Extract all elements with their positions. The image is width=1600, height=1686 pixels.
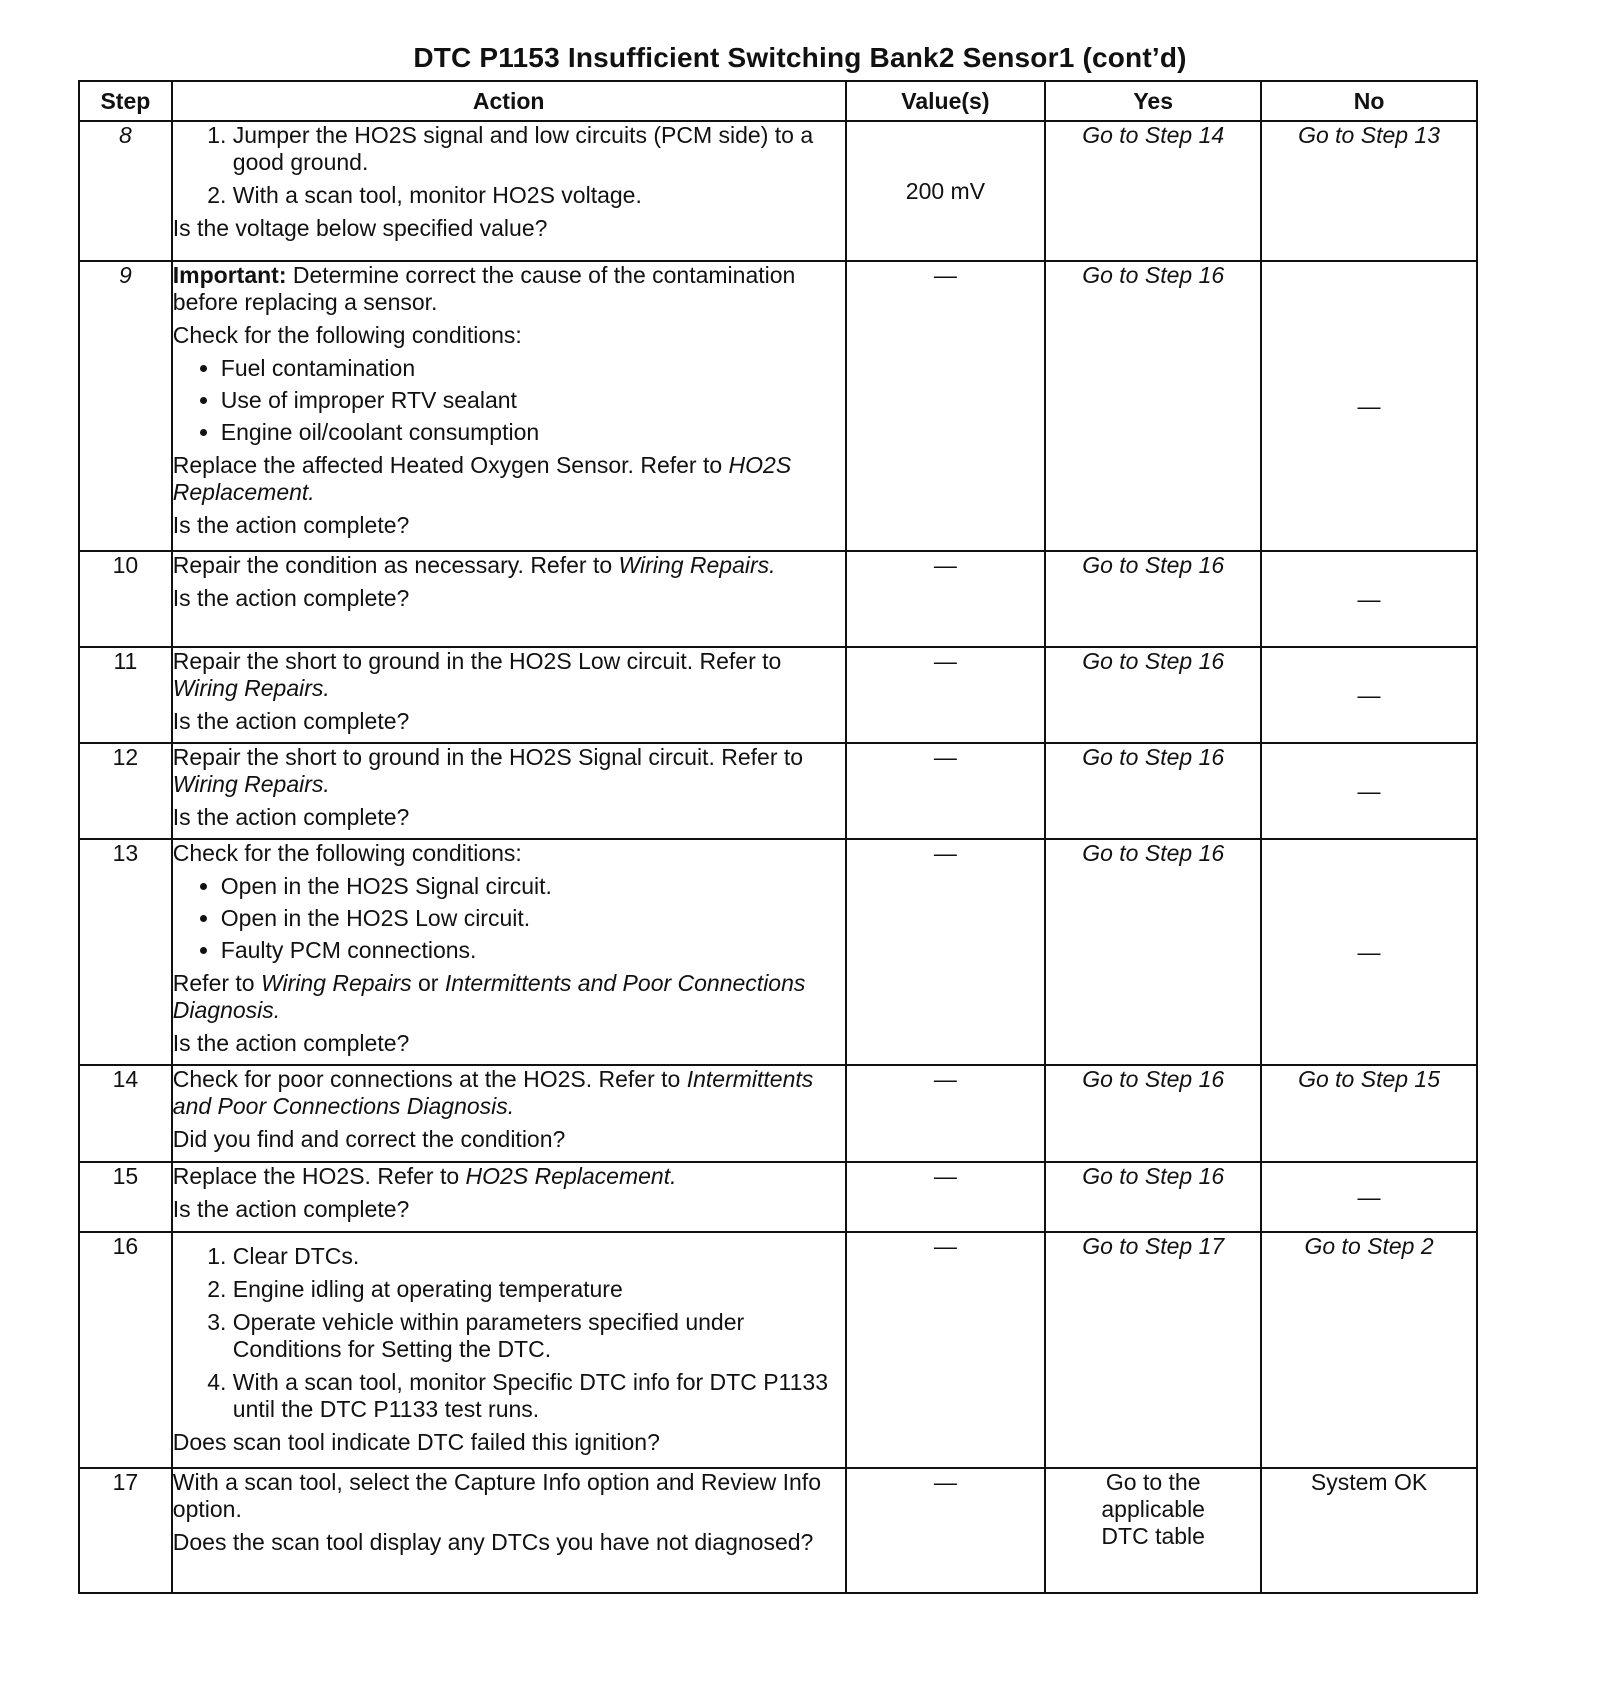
important-note [173, 262, 845, 316]
action-cell [172, 839, 846, 1065]
header-yes: Yes [1045, 81, 1261, 121]
action-question: Is the action complete? [172, 585, 410, 611]
action-text [173, 744, 845, 798]
refer-link: HO2S Replacement. [172, 452, 792, 505]
action-cell [172, 551, 846, 647]
header-values: Value(s) [846, 81, 1046, 121]
refer-link: Wiring Repairs [261, 970, 412, 996]
no-cell: — [1261, 551, 1477, 647]
step-number: 12 [79, 743, 172, 839]
list-item: • Use of improper RTV sealant [221, 387, 845, 414]
yes-cell: Go to Step 16 [1045, 647, 1261, 743]
step-number: 8 [79, 121, 172, 261]
list-item: 1. Clear DTCs. [233, 1243, 845, 1270]
action-body: Check for poor connections at the HO2S. Refer to [172, 1066, 687, 1092]
action-question: Is the voltage below specified value? [172, 215, 548, 241]
yes-cell: Go to Step 16 [1045, 551, 1261, 647]
refer-or: or [411, 970, 445, 996]
action-cell [172, 121, 846, 261]
yes-cell: Go to Step 16 [1045, 1162, 1261, 1232]
no-cell: System OK [1261, 1468, 1477, 1593]
step-number: 11 [79, 647, 172, 743]
step-number: 17 [79, 1468, 172, 1593]
value-cell: — [846, 1468, 1046, 1593]
action-text [173, 552, 845, 579]
no-cell: Go to Step 15 [1261, 1065, 1477, 1162]
action-cell [172, 647, 846, 743]
value-cell: — [846, 839, 1046, 1065]
value-cell: — [846, 261, 1046, 551]
step-number: 14 [79, 1065, 172, 1162]
table-row [79, 261, 1477, 551]
yes-cell: Go to Step 16 [1045, 743, 1261, 839]
no-cell: — [1261, 261, 1477, 551]
refer-link: Intermittents and Poor Connections Diagnosis. [172, 970, 806, 1023]
action-body: Replace the HO2S. Refer to [172, 1163, 466, 1189]
action-text [173, 1066, 845, 1120]
list-item: • Faulty PCM connections. [221, 937, 845, 964]
action-question: Is the action complete? [172, 1030, 410, 1056]
header-action: Action [172, 81, 846, 121]
action-question: Is the action complete? [172, 804, 410, 830]
action-text: With a scan tool, select the Capture Info option and Review Info option. [172, 1469, 821, 1522]
list-item: 4. With a scan tool, monitor Specific DTC info for DTC P1133 until the DTC P1133 test runs. [233, 1369, 845, 1423]
no-cell: — [1261, 839, 1477, 1065]
refer-link: Wiring Repairs. [172, 675, 330, 701]
numbered-list [173, 122, 845, 209]
action-cell [172, 1162, 846, 1232]
action-question: Does the scan tool display any DTCs you have not diagnosed? [172, 1529, 814, 1555]
list-item: 2. With a scan tool, monitor HO2S voltage. [233, 182, 845, 209]
action-question: Does scan tool indicate DTC failed this ignition? [172, 1429, 660, 1455]
action-question: Is the action complete? [172, 708, 410, 734]
no-cell: Go to Step 2 [1261, 1232, 1477, 1468]
yes-cell: Go to the applicable DTC table [1045, 1468, 1261, 1593]
list-item: • Fuel contamination [221, 355, 845, 382]
action-cell [172, 1232, 846, 1468]
no-cell: — [1261, 743, 1477, 839]
list-item: • Open in the HO2S Signal circuit. [221, 873, 845, 900]
action-body: Repair the short to ground in the HO2S Low circuit. Refer to [172, 648, 782, 674]
refer-text: Refer to [172, 970, 261, 996]
action-cell [172, 1468, 846, 1593]
yes-cell: Go to Step 14 [1045, 121, 1261, 261]
header-no: No [1261, 81, 1477, 121]
action-refer [173, 970, 845, 1024]
table-row [79, 1065, 1477, 1162]
list-item: 2. Engine idling at operating temperature [233, 1276, 845, 1303]
value-cell: — [846, 743, 1046, 839]
table-row [79, 647, 1477, 743]
list-item: 3. Operate vehicle within parameters specified under Conditions for Setting the DTC. [233, 1309, 845, 1363]
numbered-list [173, 1243, 845, 1423]
value-cell: — [846, 551, 1046, 647]
list-item: • Engine oil/coolant consumption [221, 419, 845, 446]
list-item: 1. Jumper the HO2S signal and low circuits (PCM side) to a good ground. [233, 122, 845, 176]
action-body: Repair the condition as necessary. Refer to [172, 552, 619, 578]
value-cell: — [846, 647, 1046, 743]
no-cell: Go to Step 13 [1261, 121, 1477, 261]
refer-link: Wiring Repairs. [172, 771, 330, 797]
refer-text: Replace the affected Heated Oxygen Sensor. Refer to [172, 452, 729, 478]
value-cell: — [846, 1232, 1046, 1468]
step-number: 9 [79, 261, 172, 551]
action-body: Repair the short to ground in the HO2S Signal circuit. Refer to [172, 744, 804, 770]
bullet-list [173, 873, 845, 964]
action-text [173, 648, 845, 702]
refer-link: Intermittents and Poor Connections Diagnosis. [172, 1066, 814, 1119]
refer-link: Wiring Repairs. [618, 552, 776, 578]
action-intro: Check for the following conditions: [172, 322, 522, 348]
action-question: Did you find and correct the condition? [172, 1126, 566, 1152]
table-row [79, 1468, 1477, 1593]
action-intro: Check for the following conditions: [172, 840, 522, 866]
table-row [79, 121, 1477, 261]
list-item: • Open in the HO2S Low circuit. [221, 905, 845, 932]
action-cell [172, 1065, 846, 1162]
step-number: 15 [79, 1162, 172, 1232]
bullet-list [173, 355, 845, 446]
value-cell: 200 mV [846, 121, 1046, 261]
table-row [79, 1232, 1477, 1468]
action-question: Is the action complete? [172, 1196, 410, 1222]
refer-link: HO2S Replacement. [465, 1163, 677, 1189]
value-cell: — [846, 1162, 1046, 1232]
value-cell: — [846, 1065, 1046, 1162]
important-label: Important: [172, 262, 287, 288]
no-cell: — [1261, 647, 1477, 743]
table-row [79, 839, 1477, 1065]
diagnostic-table [78, 80, 1478, 1594]
step-number: 16 [79, 1232, 172, 1468]
yes-cell: Go to Step 16 [1045, 1065, 1261, 1162]
yes-cell: Go to Step 16 [1045, 261, 1261, 551]
table-row [79, 1162, 1477, 1232]
page-title: DTC P1153 Insufficient Switching Bank2 Sensor1 (cont’d) [413, 42, 1187, 73]
action-question: Is the action complete? [172, 512, 410, 538]
action-cell [172, 743, 846, 839]
yes-cell: Go to Step 16 [1045, 839, 1261, 1065]
important-text: Determine correct the cause of the contamination before replacing a sensor. [172, 262, 796, 315]
action-refer [173, 452, 845, 506]
table-header-row [79, 81, 1477, 121]
no-cell: — [1261, 1162, 1477, 1232]
table-row [79, 551, 1477, 647]
header-step: Step [79, 81, 172, 121]
action-cell [172, 261, 846, 551]
step-number: 10 [79, 551, 172, 647]
action-text [173, 1163, 845, 1190]
step-number: 13 [79, 839, 172, 1065]
table-row [79, 743, 1477, 839]
yes-cell: Go to Step 17 [1045, 1232, 1261, 1468]
